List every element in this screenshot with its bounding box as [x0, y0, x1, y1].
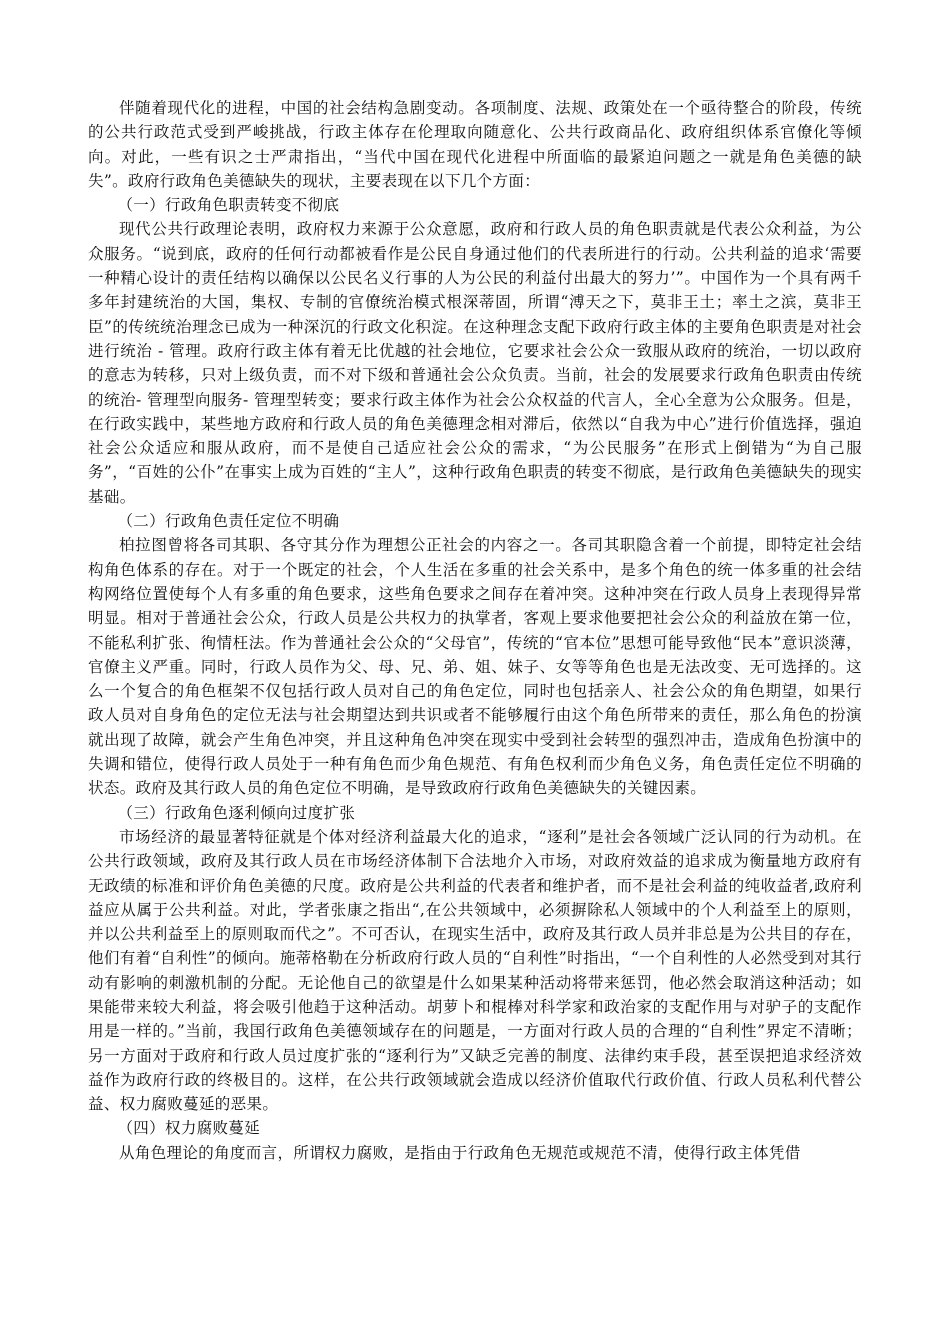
section-body-2: 柏拉图曾将各司其职、各守其分作为理想公正社会的内容之一。各司其职隐含着一个前提，即特定社会结构角色体系的存在。对于一个既定的社会，个人生活在多重的社会关系中，是多个角色的统一体多重的社会结构网络位置使每个人有多重的角色要求，这些角色要求之间存在着冲突。这种冲突在行政人员身上表现得异常明显。相对于普通社会公众，行政人员是公共权力的执掌者，客观上要求他要把社会公众的利益放在第一位，不能私利扩张、徇情枉法。作为普通社会公众的“父母官”，传统的“官本位”思想可能导致他“民本”意识淡薄，官僚主义严重。同时，行政人员作为父、母、兄、弟、姐、妹子、女等等角色也是无法改变、无可选择的。这么一个复合的角色框架不仅包括行政人员对自己的角色定位，同时也包括亲人、社会公众的角色期望，如果行政人员对自身角色的定位无法与社会期望达到共识或者不能够履行由这个角色所带来的责任，那么角色的扮演就出现了故障，就会产生角色冲突，并且这种角色冲突在现实中受到社会转型的强烈冲击，造成角色扮演中的失调和错位，使得行政人员处于一种有角色而少角色规范、有角色权利而少角色义务，角色责任定位不明确的状态。政府及其行政人员的角色定位不明确，是导致政府行政角色美德缺失的关键因素。	[88, 536, 862, 798]
document-page	[88, 96, 862, 1165]
section-heading-2: （二）行政角色责任定位不明确	[117, 512, 340, 531]
section-body-4: 从角色理论的角度而言，所谓权力腐败，是指由于行政角色无规范或规范不清，使得行政主体凭借	[119, 1143, 801, 1162]
section-heading-3: （三）行政角色逐利倾向过度扩张	[117, 803, 356, 822]
section-heading-1: （一）行政角色职责转变不彻底	[117, 196, 340, 215]
section-heading-4: （四）权力腐败蔓延	[117, 1119, 261, 1138]
section-body-3: 市场经济的最显著特征就是个体对经济利益最大化的追求，“逐利”是社会各领域广泛认同的行为动机。在公共行政领域，政府及其行政人员在市场经济体制下合法地介入市场，对政府效益的追求成为衡量地方政府有无政绩的标准和评价角色美德的尺度。政府是公共利益的代表者和维护者，而不是社会利益的纯收益者,政府利益应从属于公共利益。对此，学者张康之指出“,在公共领域中，必须摒除私人领域中的个人利益至上的原则，并以公共利益至上的原则取而代之”。不可否认，在现实生活中，政府及其行政人员并非总是为公共目的存在，他们有着“自利性”的倾向。施蒂格勒在分析政府行政人员的“自利性”时指出，“一个自利性的人必然受到对其行动有影响的刺激机制的分配。无论他自己的欲望是什么如果某种活动将带来惩罚，他必然会取消这种活动；如果能带来较大利益，将会吸引他趋于这种活动。胡萝卜和棍棒对科学家和政治家的支配作用与对驴子的支配作用是一样的。”当前，我国行政角色美德领域存在的问题是，一方面对行政人员的合理的“自利性”界定不清晰；另一方面对于政府和行政人员过度扩张的“逐利行为”又缺乏完善的制度、法律约束手段，甚至误把追求经济效益作为政府行政的终极目的。这样，在公共行政领域就会造成以经济价值取代行政价值、行政人员私利代替公益、权力腐败蔓延的恶果。	[88, 827, 862, 1114]
section-body-1: 现代公共行政理论表明，政府权力来源于公众意愿，政府和行政人员的角色职责就是代表公众利益，为公众服务。“说到底，政府的任何行动都被看作是公民自身通过他们的代表所进行的行动。公共利益的追求‘需要一种精心设计的责任结构以确保以公民名义行事的人为公民的利益付出最大的努力’”。中国作为一个具有两千多年封建统治的大国，集权、专制的官僚统治模式根深蒂固，所谓“溥天之下，莫非王土；率土之滨，莫非王臣”的传统统治理念已成为一种深沉的行政文化积淀。在这种理念支配下政府行政主体的主要角色职责是对社会进行统治 - 管理。政府行政主体有着无比优越的社会地位，它要求社会公众一致服从政府的统治，一切以政府的意志为转移，只对上级负责，而不对下级和普通社会公众负责。当前，社会的发展要求行政角色职责由传统的统治- 管理型向服务- 管理型转变；要求行政主体作为社会公众权益的代言人，全心全意为公众服务。但是，在行政实践中，某些地方政府和行政人员的角色美德理念相对滞后，依然以“自我为中心”进行价值选择，强迫社会公众适应和服从政府，而不是使自己适应社会公众的需求，“为公民服务”在形式上倒错为“为自己服务”，“百姓的公仆”在事实上成为百姓的“主人”，这种行政角色职责的转变不彻底，是行政角色美德缺失的现实基础。	[88, 220, 862, 506]
intro-paragraph: 伴随着现代化的进程，中国的社会结构急剧变动。各项制度、法规、政策处在一个亟待整合的阶段，传统的公共行政范式受到严峻挑战，行政主体存在伦理取向随意化、公共行政商品化、政府组织体系官僚化等倾向。对此，一些有识之士严肃指出，“当代中国在现代化进程中所面临的最紧迫问题之一就是角色美德的缺失”。政府行政角色美德缺失的现状，主要表现在以下几个方面：	[88, 99, 862, 190]
